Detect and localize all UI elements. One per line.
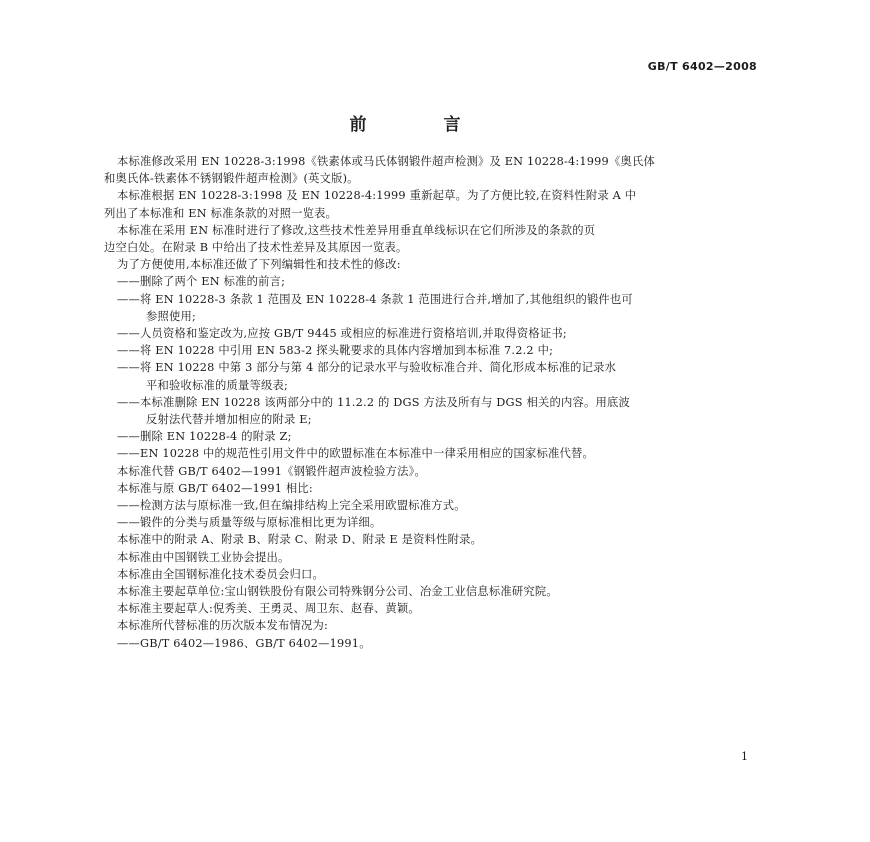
paragraph-line: 和奥氏体-铁素体不锈钢锻件超声检测》(英文版)。 bbox=[104, 172, 359, 186]
paragraph-line: 本标准所代替标准的历次版本发布情况为: bbox=[117, 619, 328, 633]
page-number: 1 bbox=[741, 750, 748, 763]
list-item: ——将 EN 10228 中第 3 部分与第 4 部分的记录水平与验收标准合并、简化形成本标准的记录水 bbox=[117, 361, 617, 375]
page-title: 前 言 bbox=[349, 115, 491, 135]
list-item: ——将 EN 10228-3 条款 1 范围及 EN 10228-4 条款 1 范围进行合并,增加了,其他组织的锻件也可 bbox=[117, 292, 633, 306]
paragraph-line: 本标准主要起草人:倪秀美、王勇灵、周卫东、赵春、黄颖。 bbox=[117, 602, 420, 616]
list-item: ——删除了两个 EN 标准的前言; bbox=[117, 275, 286, 289]
list-item: ——GB/T 6402—1986、GB/T 6402—1991。 bbox=[117, 636, 371, 650]
paragraph-line: 本标准根据 EN 10228-3:1998 及 EN 10228-4:1999 重新起草。为了方便比较,在资料性附录 A 中 bbox=[117, 189, 637, 203]
preface-body bbox=[104, 153, 757, 652]
list-item-continuation: 参照使用; bbox=[146, 309, 196, 323]
paragraph-line: 本标准在采用 EN 标准时进行了修改,这些技术性差异用垂直单线标识在它们所涉及的条款的页 bbox=[117, 223, 596, 237]
paragraph-line: 本标准代替 GB/T 6402—1991《钢锻件超声波检验方法》。 bbox=[117, 464, 426, 478]
paragraph-line: 本标准由全国钢标准化技术委员会归口。 bbox=[117, 567, 324, 581]
paragraph-line: 本标准与原 GB/T 6402—1991 相比: bbox=[117, 481, 313, 495]
paragraph-line: 本标准主要起草单位:宝山钢铁股份有限公司特殊钢分公司、冶金工业信息标准研究院。 bbox=[117, 585, 558, 599]
list-item: ——本标准删除 EN 10228 该两部分中的 11.2.2 的 DGS 方法及所有与 DGS 相关的内容。用底波 bbox=[117, 395, 630, 409]
standard-code: GB/T 6402—2008 bbox=[647, 60, 757, 73]
list-item: ——删除 EN 10228-4 的附录 Z; bbox=[117, 430, 292, 444]
list-item: ——EN 10228 中的规范性引用文件中的欧盟标准在本标准中一律采用相应的国家标准代替。 bbox=[117, 447, 594, 461]
paragraph-line: 本标准中的附录 A、附录 B、附录 C、附录 D、附录 E 是资料性附录。 bbox=[117, 533, 483, 547]
paragraph-line: 为了方便使用,本标准还做了下列编辑性和技术性的修改: bbox=[117, 258, 401, 272]
list-item: ——将 EN 10228 中引用 EN 583-2 探头靴要求的具体内容增加到本标准 7.2.2 中; bbox=[117, 344, 554, 358]
list-item: ——检测方法与原标准一致,但在编排结构上完全采用欧盟标准方式。 bbox=[117, 499, 466, 513]
list-item: ——锻件的分类与质量等级与原标准相比更为详细。 bbox=[117, 516, 382, 530]
list-item-continuation: 反射法代替并增加相应的附录 E; bbox=[146, 413, 312, 427]
paragraph-line: 列出了本标准和 EN 标准条款的对照一览表。 bbox=[104, 206, 338, 220]
paragraph-line: 本标准修改采用 EN 10228-3:1998《铁素体或马氏体钢锻件超声检测》及 EN 10228-4:1999《奥氏体 bbox=[117, 155, 655, 168]
list-item: ——人员资格和鉴定改为,应按 GB/T 9445 或相应的标准进行资格培训,并取得资格证书; bbox=[117, 327, 567, 341]
list-item-continuation: 平和验收标准的质量等级表; bbox=[146, 378, 288, 392]
paragraph-line: 边空白处。在附录 B 中给出了技术性差异及其原因一览表。 bbox=[104, 241, 408, 255]
paragraph-line: 本标准由中国钢铁工业协会提出。 bbox=[117, 550, 290, 564]
